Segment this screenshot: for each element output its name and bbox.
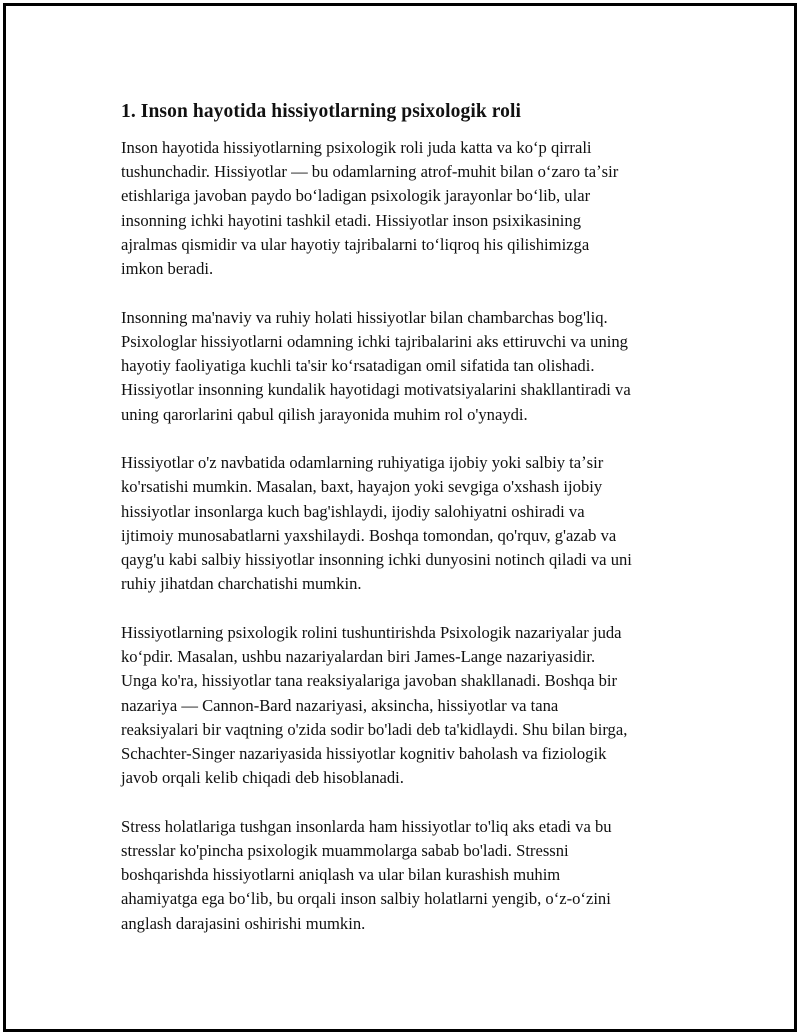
paragraph-2: Insonning ma'naviy va ruhiy holati hissiyotlar bilan chambarchas bog'liq. Psixologlar hissiyotlarni odamning ichki tajribalarini aks ettiruvchi va uning hayotiy faoliyatiga kuchli ta'sir koʻrsatadigan omil sifatida tan olishadi. Hissiyotlar insonning kundalik hayotidagi motivatsiyalarini shakllantiradi va uning qarorlarini qabul qilish jarayonida muhim rol o'ynaydi.: [121, 307, 631, 424]
paragraph-1: Inson hayotida hissiyotlarning psixologik roli juda katta va koʻp qirrali tushunchadir. Hissiyotlar — bu odamlarning atrof-muhit bilan oʻzaro taʼsir etishlariga javoban paydo boʻladigan psixologik jarayonlar boʻlib, ular insonning ichki hayotini tashkil etadi. Hissiyotlar inson psixikasining ajralmas qismidir va ular hayotiy tajribalarni toʻliqroq his qilishimizga imkon beradi.: [121, 138, 619, 279]
document-body: [121, 98, 701, 960]
page-frame: [3, 3, 797, 1032]
paragraph-5: Stress holatlariga tushgan insonlarda ham hissiyotlar to'liq aks etadi va bu stresslar ko'pincha psixologik muammolarga sabab bo'ladi. Stressni boshqarishda hissiyotlarni aniqlash va ular bilan kurashish muhim ahamiyatga ega boʻlib, bu orqali inson salbiy holatlarni yengib, oʻz-oʻzini anglash darajasini oshirishi mumkin.: [121, 816, 612, 933]
paragraph-3: Hissiyotlar o'z navbatida odamlarning ruhiyatiga ijobiy yoki salbiy taʼsir ko'rsatishi mumkin. Masalan, baxt, hayajon yoki sevgiga o'xshash ijobiy hissiyotlar insonlarga kuch bag'ishlaydi, ijodiy salohiyatni oshiradi va ijtimoiy munosabatlarni yaxshilaydi. Boshqa tomondan, qo'rquv, g'azab va qayg'u kabi salbiy hissiyotlar insonning ichki dunyosini notinch qiladi va uni ruhiy jihatdan charchatishi mumkin.: [121, 453, 632, 594]
paragraph-4: Hissiyotlarning psixologik rolini tushuntirishda Psixologik nazariyalar juda koʻpdir. Masalan, ushbu nazariyalardan biri James-Lange nazariyasidir. Unga ko'ra, hissiyotlar tana reaksiyalariga javoban shakllanadi. Boshqa bir nazariya — Cannon-Bard nazariyasi, aksincha, hissiyotlar va tana reaksiyalari bir vaqtning o'zida sodir bo'ladi deb ta'kidlaydi. Shu bilan birga, Schachter-Singer nazariyasida hissiyotlar kognitiv baholash va fiziologik javob orqali kelib chiqadi deb hisoblanadi.: [121, 622, 628, 788]
section-heading: 1. Inson hayotida hissiyotlarning psixologik roli: [121, 101, 522, 122]
